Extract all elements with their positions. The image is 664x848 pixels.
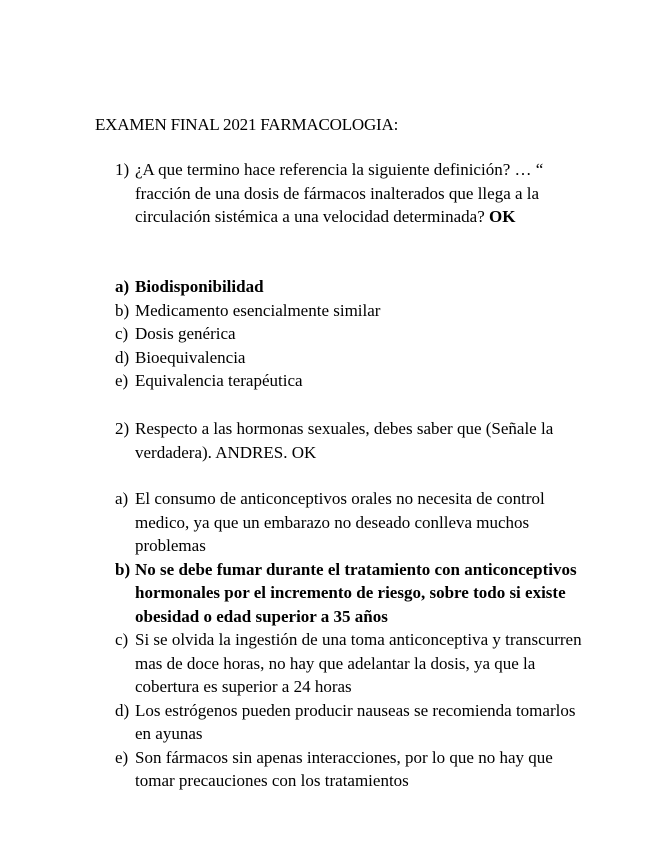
option-letter: d) [115,700,130,720]
option-text: Dosis genérica [135,324,236,343]
option-a [115,487,585,558]
option-d [115,346,585,370]
question-text: Respecto a las hormonas sexuales, debes saber que (Señale la verdadera). ANDRES. OK [135,419,554,462]
option-a-correct [115,275,585,299]
option-c [115,322,585,346]
option-e [115,369,585,393]
option-text: Los estrógenos pueden producir nauseas se recomienda tomarlos en ayunas [135,700,576,743]
option-text: Bioequivalencia [135,347,246,367]
option-text: Biodisponibilidad [135,277,264,296]
option-letter: c) [115,630,129,649]
ok-tag: OK [489,207,516,226]
option-d [115,699,585,746]
option-letter: e) [115,747,129,767]
question-number: 2) [115,419,130,438]
option-letter: b) [115,300,130,320]
option-e [115,746,585,793]
option-letter: c) [115,324,129,343]
answer-options-1 [115,275,585,393]
option-letter: a) [115,277,130,296]
option-letter: b) [115,559,131,579]
option-text: Son fármacos sin apenas interacciones, por lo que no hay que tomar precauciones con los tratamientos [135,747,553,790]
option-text: El consumo de anticonceptivos orales no necesita de control medico, ya que un embarazo no deseado conlleva muchos problemas [135,489,545,555]
option-letter: e) [115,371,129,390]
option-text: Equivalencia terapéutica [135,371,303,390]
question-1 [115,158,585,229]
option-letter: d) [115,347,130,367]
option-b [115,299,585,323]
answer-options-2 [115,487,585,793]
option-text: No se debe fumar durante el tratamiento con anticonceptivos hormonales por el incremento de riesgo, sobre todo si existe obesidad o edad superior a 35 años [135,559,577,626]
option-text: Si se olvida la ingestión de una toma anticonceptiva y transcurren mas de doce horas, no hay que adelantar la dosis, ya que la cobertura es superior a 24 horas [135,630,582,696]
question-text-body: ¿A que termino hace referencia la siguiente definición? … “ fracción de una dosis de fármacos inalterados que llega a la circulación sistémica a una velocidad determinada? [135,160,544,226]
question-number: 1) [115,160,130,179]
option-letter: a) [115,489,129,508]
question-2 [115,417,585,464]
option-text: Medicamento esencialmente similar [135,300,381,320]
page-title: EXAMEN FINAL 2021 FARMACOLOGIA: [95,115,399,134]
question-text [115,158,585,229]
option-b-correct [115,558,585,629]
option-c [115,628,585,699]
